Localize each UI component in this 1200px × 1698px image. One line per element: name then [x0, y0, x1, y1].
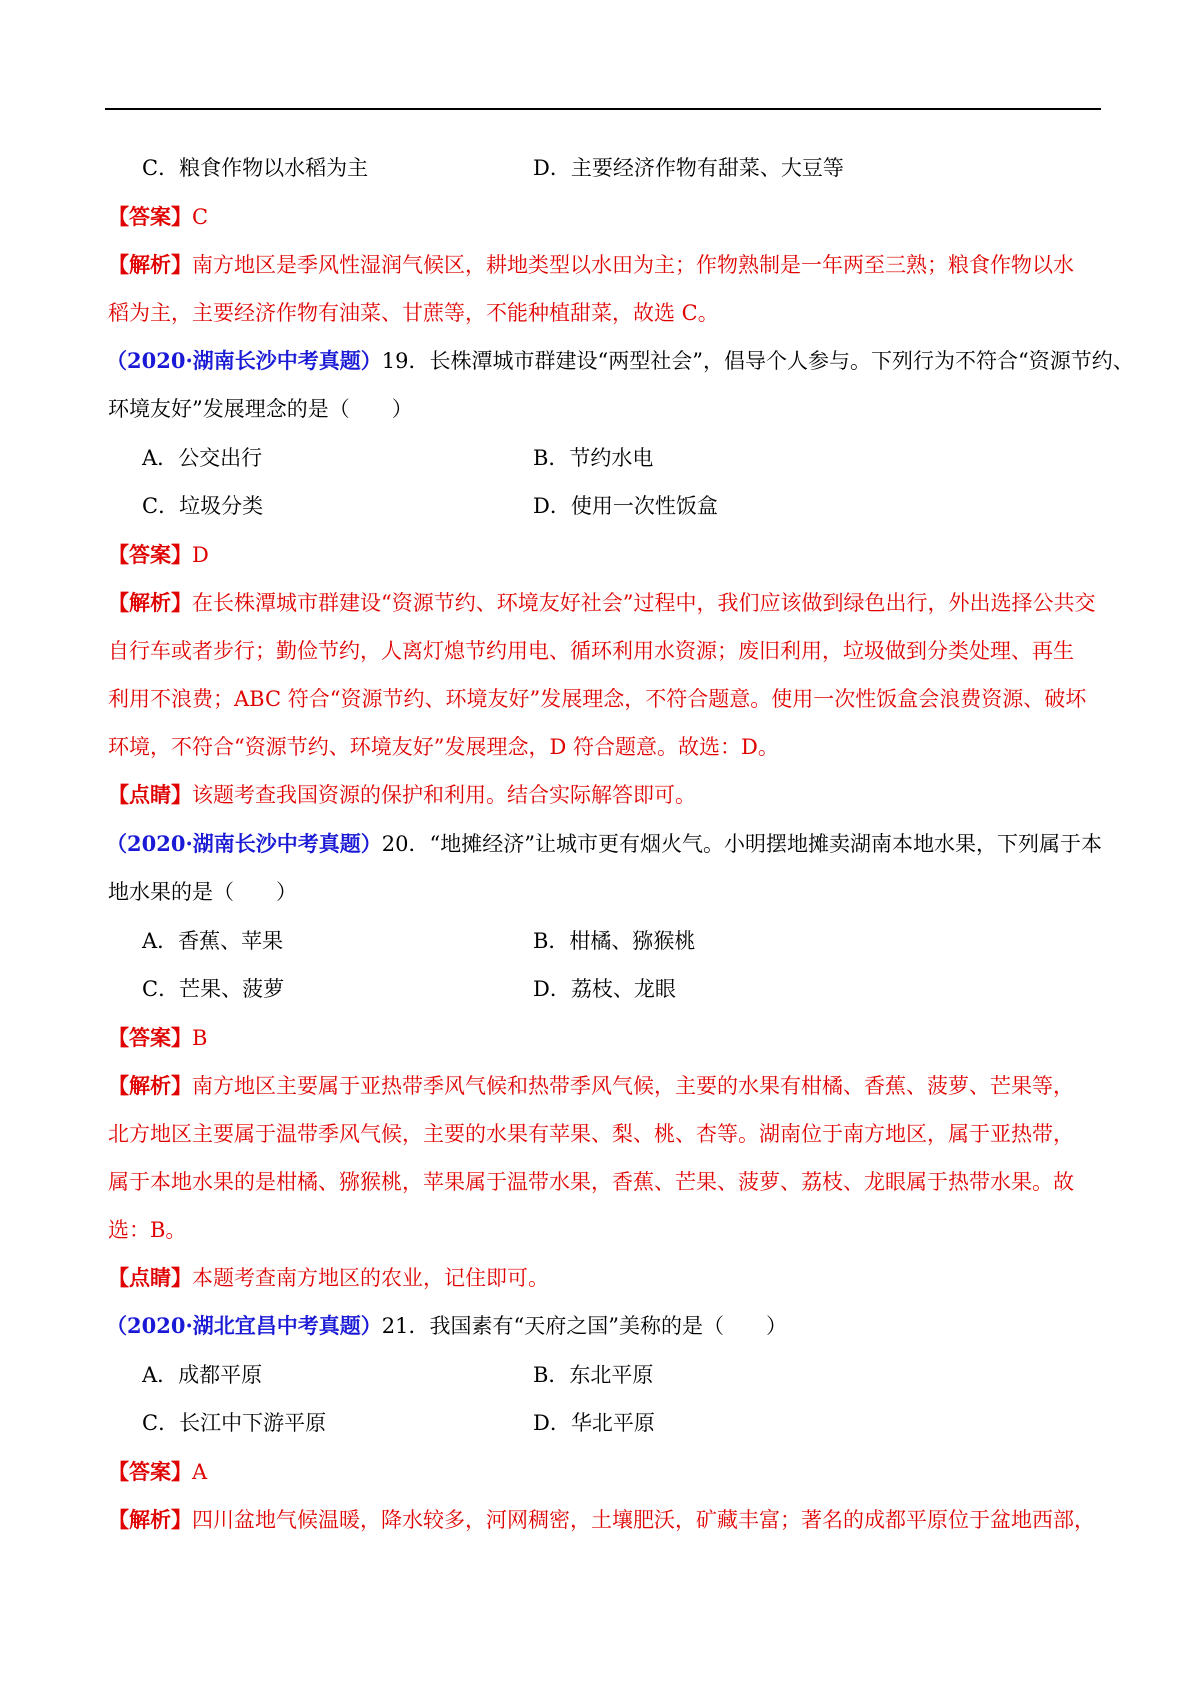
q20-answer — [108, 1023, 207, 1053]
question-stem: 19．长株潭城市群建设“两型社会”，倡导个人参与。下列行为不符合“资源节约、 — [381, 349, 1134, 373]
answer-tag: 【答案】 — [108, 204, 192, 229]
q20-analysis-line-4: 选：B。 — [108, 1218, 187, 1242]
q21-option-c: C．长江中下游平原 — [142, 1411, 327, 1435]
analysis-tag: 【解析】 — [108, 252, 192, 277]
q19-stem-line-1 — [106, 346, 1134, 376]
q20-analysis-line-1 — [108, 1071, 1074, 1101]
q20-analysis-line-3: 属于本地水果的是柑橘、猕猴桃，苹果属于温带水果，香蕉、芒果、菠萝、荔枝、龙眼属于热带水果。故 — [108, 1170, 1074, 1194]
analysis-tag: 【解析】 — [108, 590, 192, 615]
analysis-tag: 【解析】 — [108, 1507, 192, 1532]
answer-value: D — [192, 543, 209, 567]
answer-tag: 【答案】 — [108, 1459, 192, 1484]
q21-analysis-line-1 — [108, 1505, 1095, 1535]
q19-analysis-line-2: 自行车或者步行；勤俭节约，人离灯熄节约用电、循环利用水资源；废旧利用，垃圾做到分类处理、再生 — [108, 639, 1074, 663]
answer-value: C — [192, 205, 209, 229]
q21-answer — [108, 1457, 207, 1487]
q21-stem-line-1 — [106, 1311, 787, 1341]
q19-tip — [108, 780, 696, 810]
analysis-text: 南方地区主要属于亚热带季风气候和热带季风气候，主要的水果有柑橘、香蕉、菠萝、芒果等， — [192, 1074, 1074, 1098]
q20-analysis-line-2: 北方地区主要属于温带季风气候，主要的水果有苹果、梨、桃、杏等。湖南位于南方地区，属于亚热带， — [108, 1122, 1074, 1146]
q19-option-d: D．使用一次性饭盒 — [533, 494, 718, 518]
question-source: （2020·湖南长沙中考真题） — [106, 831, 382, 856]
question-stem: 21．我国素有“天府之国”美称的是（ ） — [381, 1314, 787, 1338]
tip-tag: 【点睛】 — [108, 782, 192, 807]
answer-value: A — [192, 1460, 208, 1484]
q18-analysis-line-1 — [108, 250, 1074, 280]
q18-option-c: C．粮食作物以水稻为主 — [142, 156, 369, 180]
q19-option-c: C．垃圾分类 — [142, 494, 264, 518]
answer-tag: 【答案】 — [108, 542, 192, 567]
q20-option-b: B．柑橘、猕猴桃 — [533, 929, 696, 953]
q19-stem-line-2: 环境友好”发展理念的是（ ） — [108, 397, 413, 421]
analysis-text: 南方地区是季风性湿润气候区，耕地类型以水田为主；作物熟制是一年两至三熟；粮食作物以水 — [192, 253, 1074, 277]
q19-analysis-line-1 — [108, 588, 1095, 618]
q19-answer — [108, 540, 209, 570]
q21-option-d: D．华北平原 — [533, 1411, 655, 1435]
question-source: （2020·湖北宜昌中考真题） — [106, 1313, 382, 1338]
q18-analysis-line-2: 稻为主，主要经济作物有油菜、甘蔗等，不能种植甜菜，故选 C。 — [108, 301, 719, 325]
q20-tip — [108, 1263, 549, 1293]
q18-answer — [108, 202, 208, 232]
analysis-text: 在长株潭城市群建设“资源节约、环境友好社会”过程中，我们应该做到绿色出行，外出选择公共交 — [192, 591, 1096, 615]
analysis-tag: 【解析】 — [108, 1073, 192, 1098]
tip-text: 本题考查南方地区的农业，记住即可。 — [192, 1266, 549, 1290]
answer-value: B — [192, 1026, 208, 1050]
q21-option-b: B．东北平原 — [533, 1363, 654, 1387]
q20-stem-line-1 — [106, 829, 1102, 859]
q19-analysis-line-3: 利用不浪费；ABC 符合“资源节约、环境友好”发展理念，不符合题意。使用一次性饭盒会浪费资源、破坏 — [108, 687, 1087, 711]
question-stem: 20．“地摊经济”让城市更有烟火气。小明摆地摊卖湖南本地水果，下列属于本 — [381, 832, 1102, 856]
q21-option-a: A．成都平原 — [142, 1363, 263, 1387]
q19-analysis-line-4: 环境，不符合“资源节约、环境友好”发展理念，D 符合题意。故选：D。 — [108, 735, 779, 759]
q19-option-b: B．节约水电 — [533, 446, 654, 470]
q20-option-a: A．香蕉、苹果 — [142, 929, 284, 953]
answer-tag: 【答案】 — [108, 1025, 192, 1050]
q20-stem-line-2: 地水果的是（ ） — [108, 880, 297, 904]
question-source: （2020·湖南长沙中考真题） — [106, 348, 382, 373]
tip-tag: 【点睛】 — [108, 1265, 192, 1290]
q19-option-a: A．公交出行 — [142, 446, 263, 470]
q20-option-c: C．芒果、菠萝 — [142, 977, 285, 1001]
analysis-text: 四川盆地气候温暖，降水较多，河网稠密，土壤肥沃，矿藏丰富；著名的成都平原位于盆地西部， — [192, 1508, 1095, 1532]
tip-text: 该题考查我国资源的保护和利用。结合实际解答即可。 — [192, 783, 696, 807]
q18-option-d: D．主要经济作物有甜菜、大豆等 — [533, 156, 844, 180]
header-rule — [105, 108, 1101, 110]
q20-option-d: D．荔枝、龙眼 — [533, 977, 676, 1001]
